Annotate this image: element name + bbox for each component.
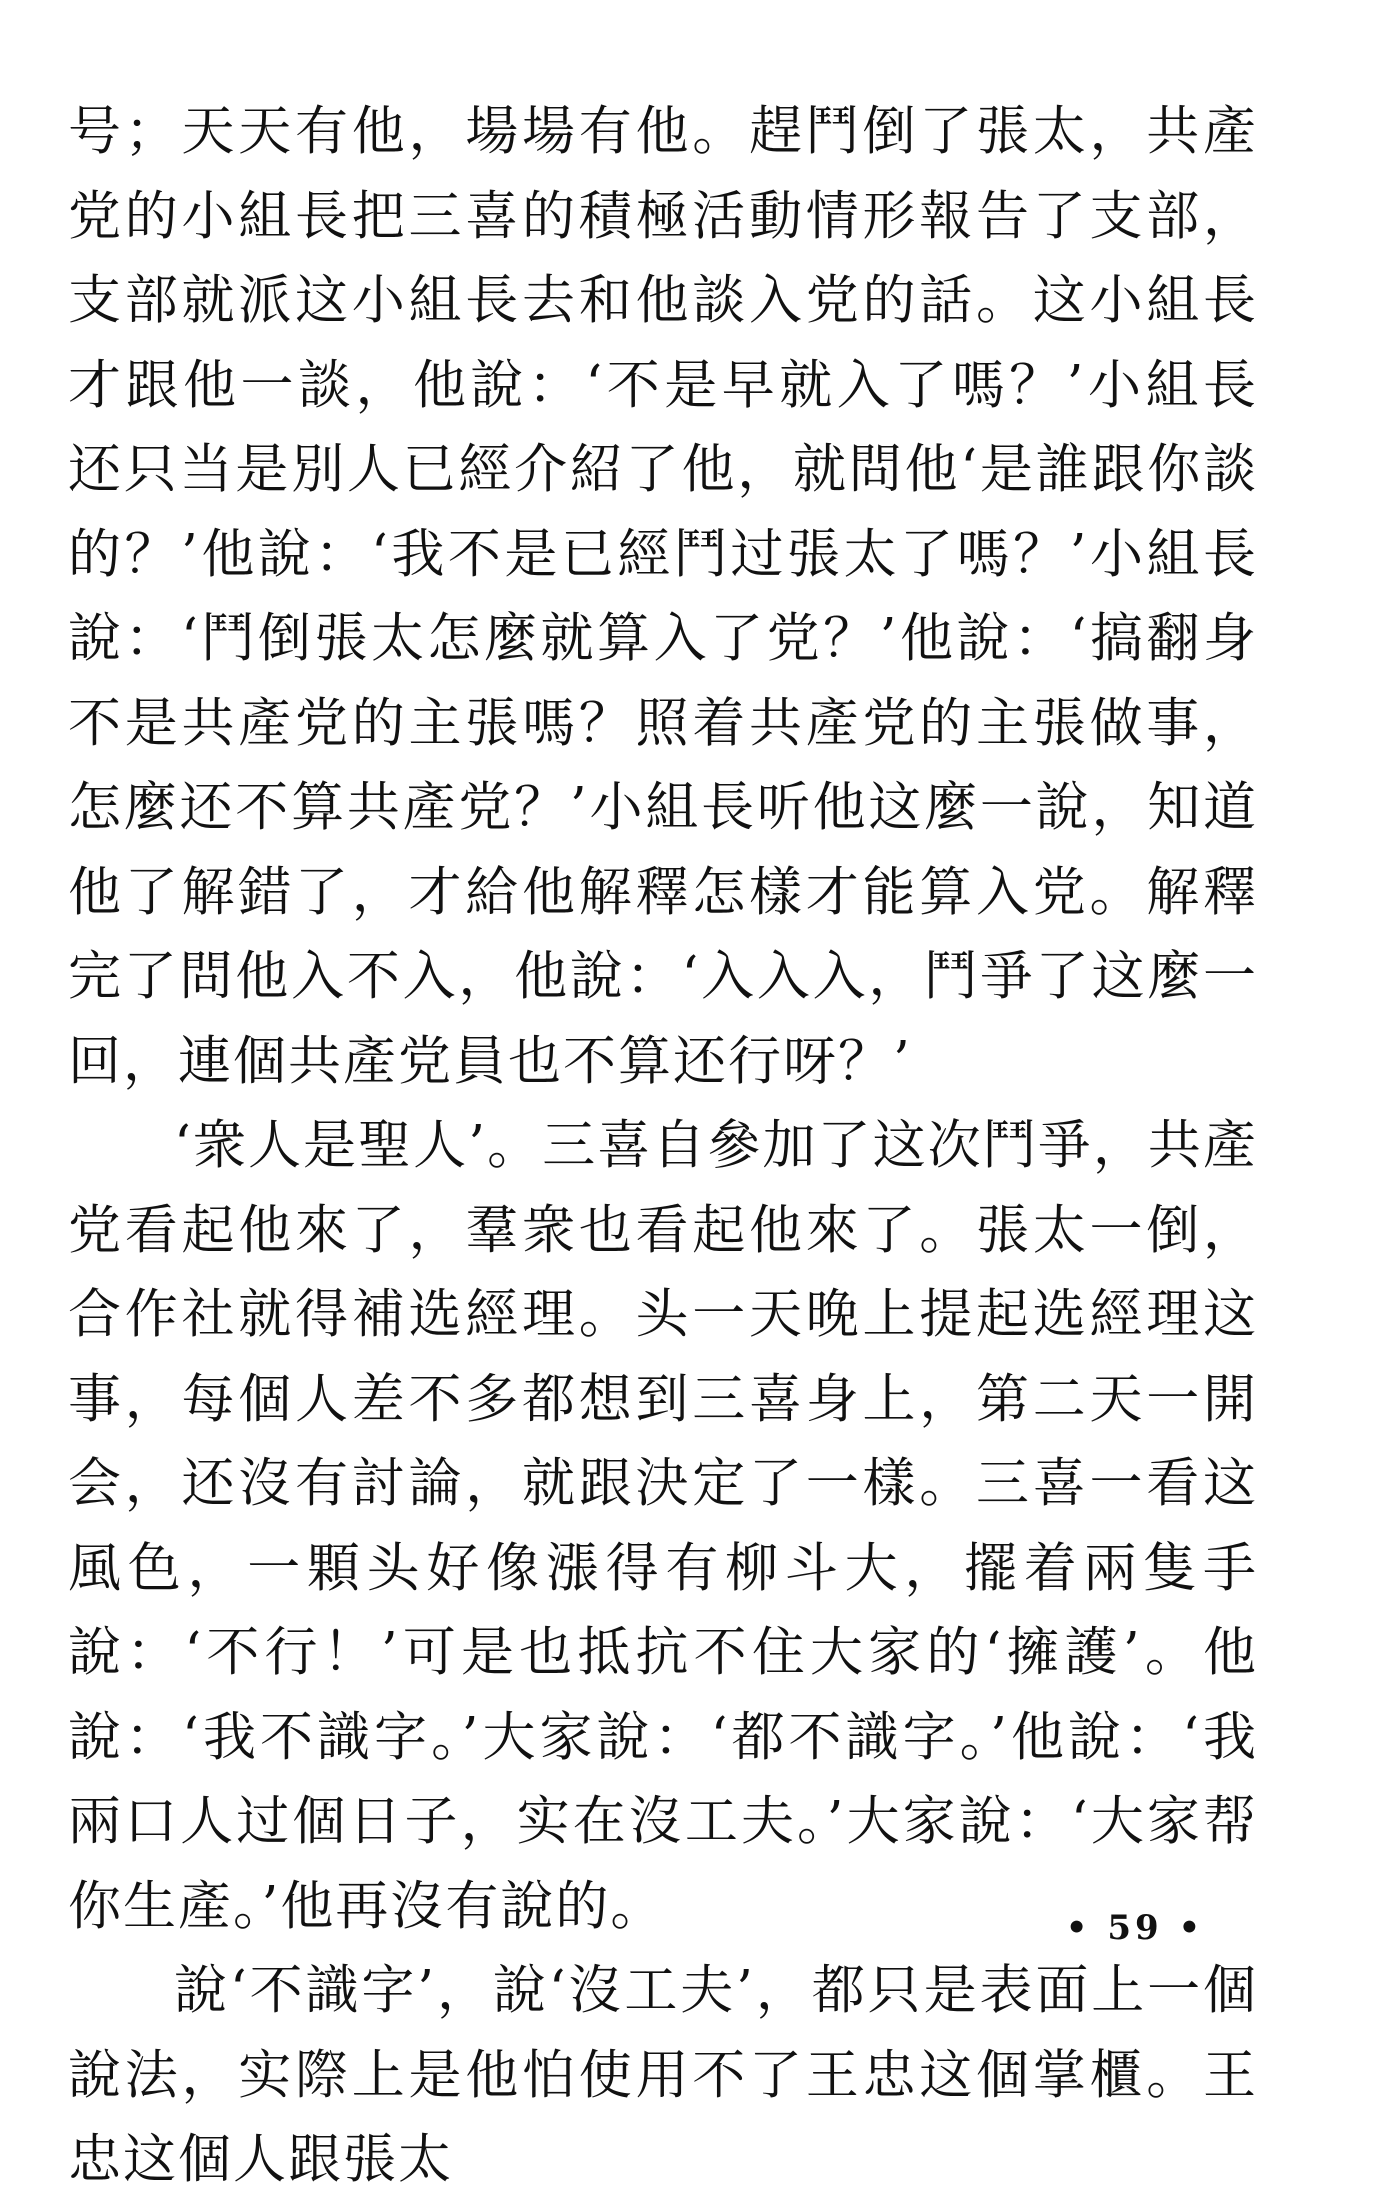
body-text xyxy=(68,90,1258,2203)
page-number: • 59 • xyxy=(1065,1908,1205,1948)
paragraph: 說‘不識字’，說‘沒工夫’，都只是表面上一個說法，实際上是他怕使用不了王忠这個掌櫃。王忠这個人跟張太 xyxy=(68,1960,1258,2190)
paragraph-continued: 号；天天有他，場場有他。趕鬥倒了張太，共產党的小組長把三喜的積極活動情形報告了支部，支部就派这小組長去和他談入党的話。这小組長才跟他一談，他說：‘不是早就入了嗎？’小組長还只当是別人已經介紹了他，就問他‘是誰跟你談的？’他說：‘我不是已經鬥过張太了嗎？’小組長說：‘鬥倒張太怎麼就算入了党？’他說：‘搞翻身不是共產党的主張嗎？照着共產党的主張做事，怎麼还不算共產党？’小組長听他这麼一說，知道他了解錯了，才給他解釋怎樣才能算入党。解釋完了問他入不入，他說：‘入入入，鬥爭了这麼一回，連個共產党員也不算还行呀？’ xyxy=(68,101,1258,1092)
paragraph: ‘衆人是聖人’。三喜自參加了这次鬥爭，共產党看起他來了，羣衆也看起他來了。張太一倒，合作社就得補选經理。头一天晚上提起选經理这事，每個人差不多都想到三喜身上，第二天一開会，还沒有討論，就跟決定了一樣。三喜一看这風色，一顆头好像漲得有柳斗大，擺着兩隻手說：‘不行！’可是也抵抗不住大家的‘擁護’。他說：‘我不識字。’大家說：‘都不識字。’他說：‘我兩口人过個日子，实在沒工夫。’大家說：‘大家帮你生產。’他再沒有說的。 xyxy=(68,1115,1258,1937)
